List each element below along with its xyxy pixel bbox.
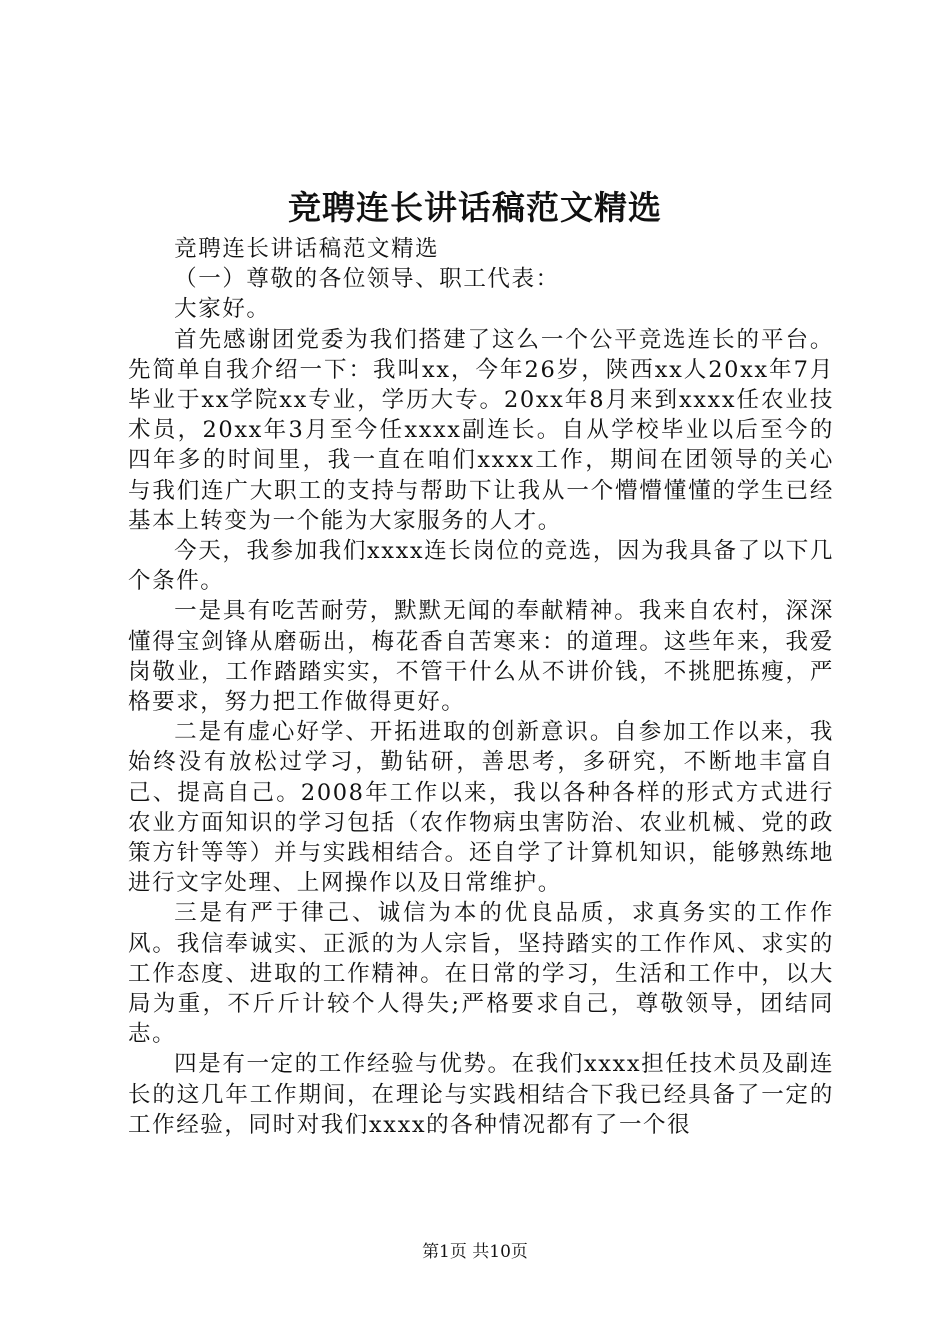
page-footer: 第1页 共10页: [422, 1242, 528, 1262]
paragraph-condition-four: 四是有一定的工作经验与优势。在我们xxxx担任技术员及副连长的这几年工作期间，在理论与实践相结合下我已经具备了一定的工作经验，同时对我们xxxx的各种情况都有了一个很: [128, 1051, 834, 1138]
paragraph-condition-one: 一是具有吃苦耐劳，默默无闻的奉献精神。我来自农村，深深懂得宝剑锋从磨砺出，梅花香自苦寒来：的道理。这些年来，我爱岗敬业，工作踏踏实实，不管干什么从不讲价钱，不挑肥拣瘦，严格要求，努力把工作做得更好。: [128, 598, 834, 716]
paragraph-greeting: 大家好。: [174, 296, 271, 323]
paragraph-salutation: （一）尊敬的各位领导、职工代表：: [174, 266, 560, 293]
paragraph-conditions-intro: 今天，我参加我们xxxx连长岗位的竞选，因为我具备了以下几个条件。: [128, 538, 834, 595]
paragraph-subtitle: 竞聘连长讲话稿范文精选: [174, 236, 440, 262]
paragraph-condition-two: 二是有虚心好学、开拓进取的创新意识。自参加工作以来，我始终没有放松过学习，勤钻研，善思考，多研究，不断地丰富自己、提高自己。2008年工作以来，我以各种各样的形式方式进行农业方面知识的学习包括（农作物病虫害防治、农业机械、党的政策方针等等）并与实践相结合。还自学了计算机知识，能够熟练地进行文字处理、上网操作以及日常维护。: [128, 719, 834, 897]
document-title: 竞聘连长讲话稿范文精选: [288, 188, 662, 227]
paragraph-introduction: 首先感谢团党委为我们搭建了这么一个公平竞选连长的平台。先简单自我介绍一下：我叫xx，今年26岁，陕西xx人20xx年7月毕业于xx学院xx专业，学历大专。20xx年8月来到xxxx任农业技术员，20xx年3月至今任xxxx副连长。自从学校毕业以后至今的四年多的时间里，我一直在咱们xxxx工作，期间在团领导的关心与我们连广大职工的支持与帮助下让我从一个懵懵懂懂的学生已经基本上转变为一个能为大家服务的人才。: [128, 326, 834, 534]
document-body: [128, 234, 834, 1140]
paragraph-condition-three: 三是有严于律己、诚信为本的优良品质，求真务实的工作作风。我信奉诚实、正派的为人宗旨，坚持踏实的工作作风、求实的工作态度、进取的工作精神。在日常的学习，生活和工作中，以大局为重，不斤斤计较个人得失;严格要求自己，尊敬领导，团结同志。: [128, 900, 834, 1048]
